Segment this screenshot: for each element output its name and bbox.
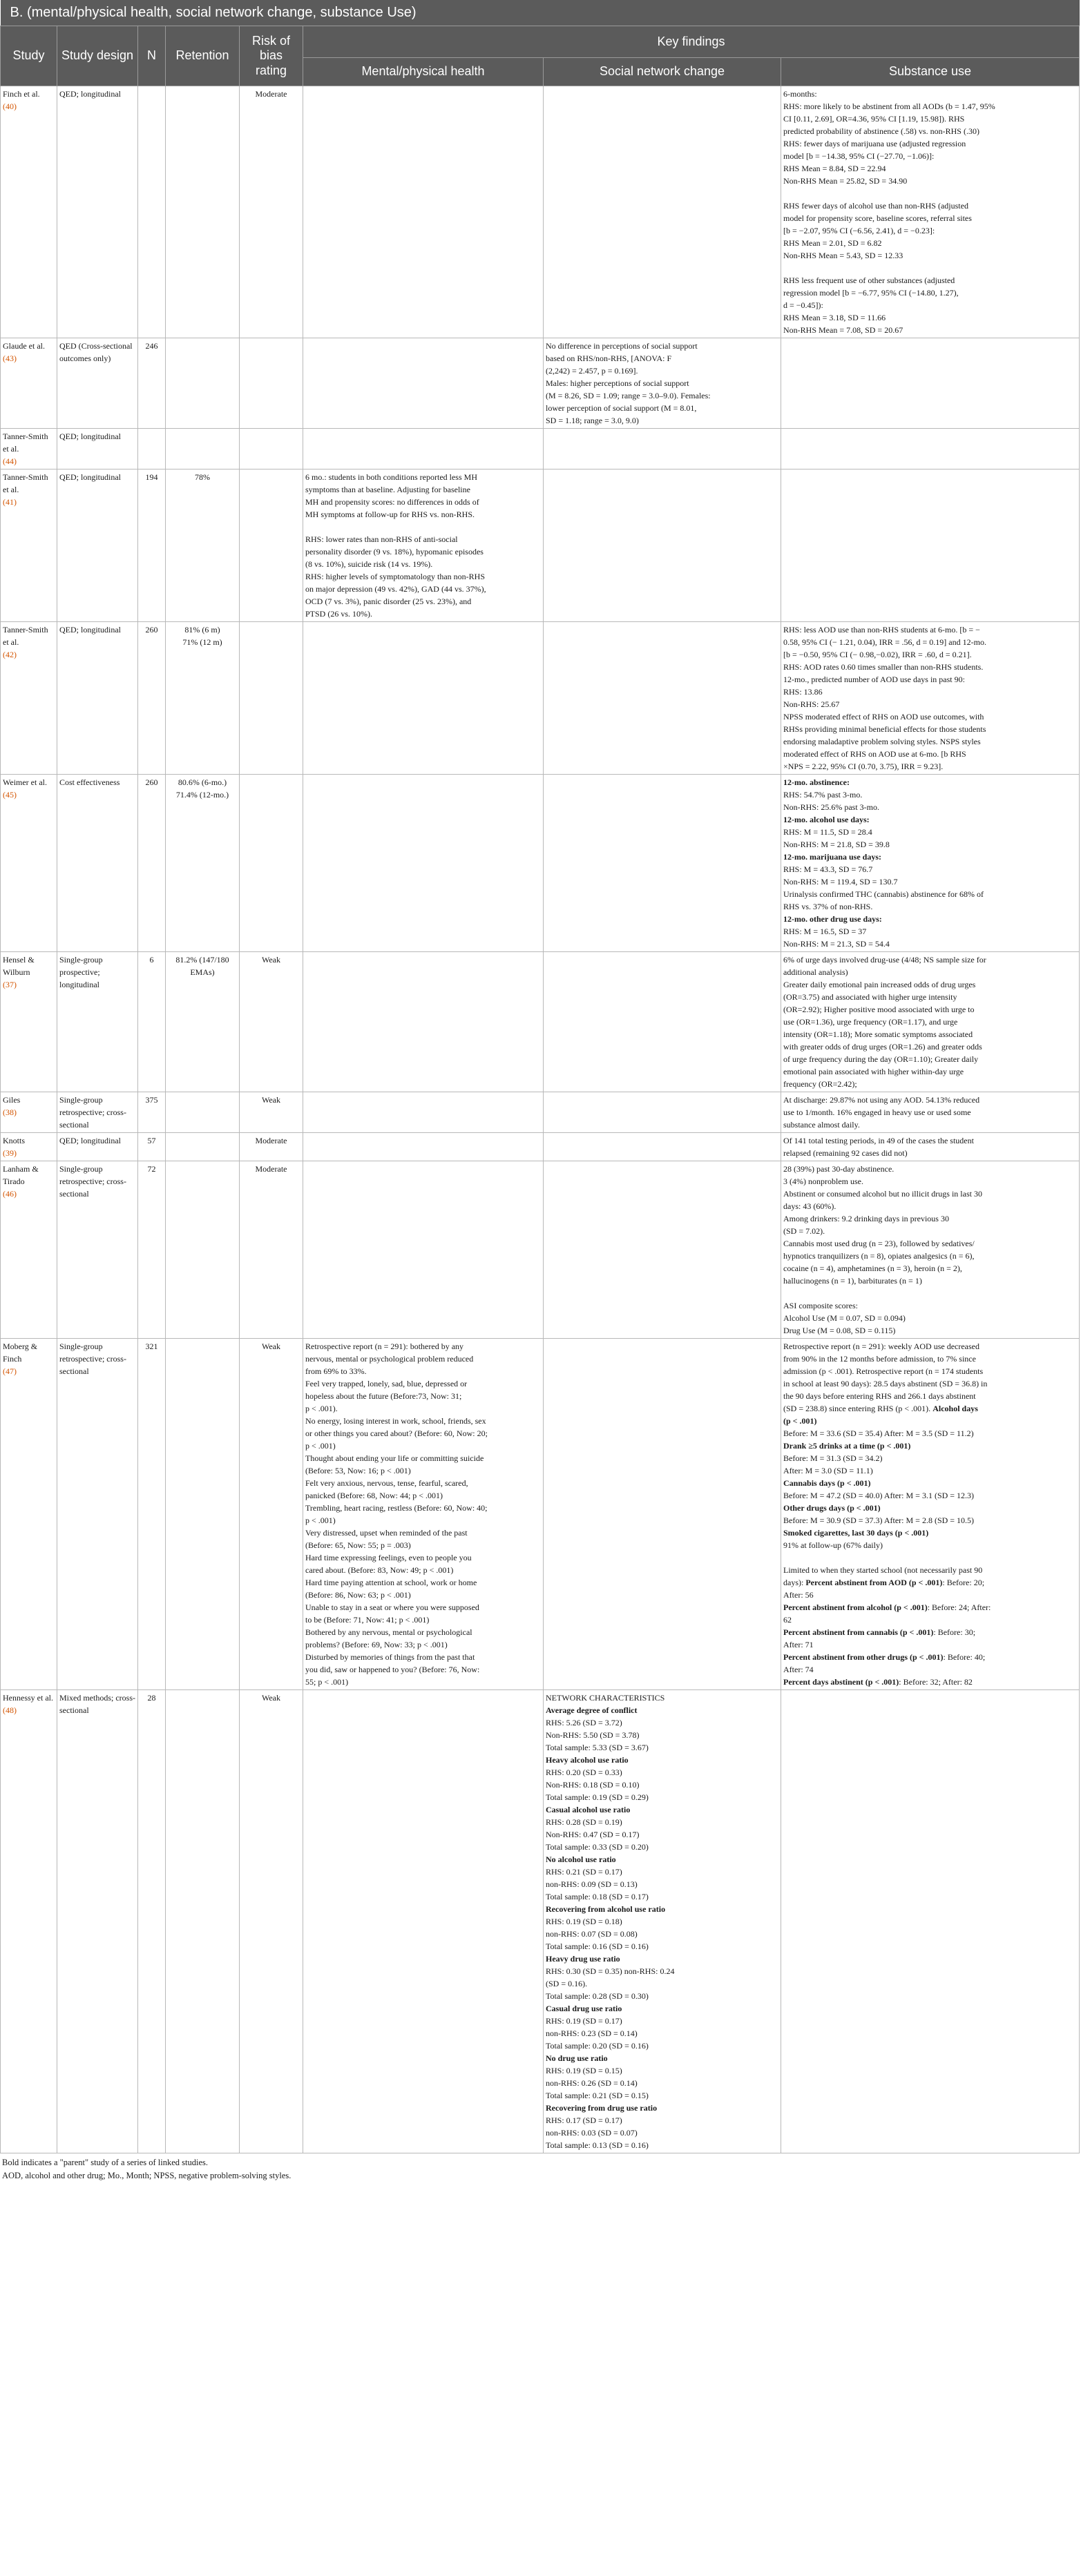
social-network-cell bbox=[544, 429, 781, 469]
study-cell bbox=[1, 1339, 57, 1690]
social-network-cell bbox=[544, 1690, 781, 2153]
table-row bbox=[1, 338, 1080, 429]
finding-heading: Casual alcohol use ratio bbox=[546, 1805, 631, 1814]
design-cell: QED (Cross-sectional outcomes only) bbox=[57, 338, 138, 429]
study-author: Tanner-Smith et al. bbox=[3, 432, 50, 454]
study-author: Hennessy et al. bbox=[3, 1693, 53, 1703]
footnote: AOD, alcohol and other drug; Mo., Month; NPSS, negative problem-solving styles. bbox=[2, 2171, 291, 2181]
mental-health-cell bbox=[303, 1690, 544, 2153]
finding-heading: Recovering from drug use ratio bbox=[546, 2103, 658, 2113]
study-cell bbox=[1, 469, 57, 622]
table-row bbox=[1, 469, 1080, 622]
finding-heading: No drug use ratio bbox=[546, 2053, 608, 2063]
n-cell bbox=[138, 86, 166, 338]
finding-heading: Other drugs days (p < .001) bbox=[783, 1503, 881, 1513]
n-cell: 57 bbox=[138, 1133, 166, 1161]
social-network-cell bbox=[544, 1339, 781, 1690]
risk-cell bbox=[240, 469, 303, 622]
retention-cell bbox=[166, 1339, 240, 1690]
finding-text: : Before: 40; After: 74 bbox=[783, 1652, 986, 1674]
finding-heading: Casual drug use ratio bbox=[546, 2004, 622, 2013]
study-cell bbox=[1, 429, 57, 469]
footnote: Bold indicates a "parent" study of a series of linked studies. bbox=[2, 2158, 208, 2167]
finding-text: 28 (39%) past 30-day abstinence. 3 (4%) nonproblem use. Abstinent or consumed alcohol but no illicit drugs in last 30 days: 43 (60%). Among drinkers: 9.2 drinking days in previous 30 (SD = 7.02). Cannabis most used drug (n = 23), followed by sedatives/ hypnotics tranquilizers (n = 8), opiates analgesics (n = 6), cocaine (n = 4), amphetamines (n = 3), heroin (n = 2), hallucinogens (n = 1), barbiturates (n = 1) ASI composite scores: Alcohol Use (M = 0.07, SD = 0.094) Drug Use (M = 0.08, SD = 0.115) bbox=[783, 1164, 982, 1335]
finding-text: Of 141 total testing periods, in 49 of the cases the student relapsed (remaining 92 cases did not) bbox=[783, 1136, 974, 1158]
n-cell: 321 bbox=[138, 1339, 166, 1690]
finding-text: 91% at follow-up (67% daily) Limited to when they started school (not necessarily past 90 days): bbox=[783, 1540, 983, 1587]
reference-link[interactable]: (46) bbox=[3, 1189, 17, 1199]
design-cell: Single-group retrospective; cross-sectional bbox=[57, 1339, 138, 1690]
table-row bbox=[1, 952, 1080, 1092]
finding-text: RHS: 0.21 (SD = 0.17) non-RHS: 0.09 (SD = 0.13) Total sample: 0.18 (SD = 0.17) bbox=[546, 1867, 649, 1901]
n-cell: 72 bbox=[138, 1161, 166, 1339]
study-cell bbox=[1, 1133, 57, 1161]
table-body bbox=[1, 86, 1080, 2153]
mental-health-cell: Retrospective report (n = 291): bothered by any nervous, mental or psychological problem reduced from 69% to 33%. Feel very trapped, lonely, sad, blue, depressed or hopeless about the future (Before:73, Now: 31; p < .001). No energy, losing interest in work, school, friends, sex or other things you cared about? (Before: 60, Now: 20; p < .001) Thought about ending your life or committing suicide (Before: 53, Now: 16; p < .001) Felt very anxious, nervous, tense, fearful, scared, panicked (Before: 68, Now: 44; p < .001) Trembling, heart racing, restless (Before: 60, Now: 40; p < .001) Very distressed, upset when reminded of the past (Before: 65, Now: 55; p = .003) Hard time expressing feelings, even to people you cared about. (Before: 83, Now: 49; p < .001) Hard time paying attention at school, work or home (Before: 86, Now: 63; p < .001) Unable to stay in a seat or where you were supposed to be (Before: 71, Now: 41; p < .001) Bothered by any nervous, mental or psychological problems? (Before: 69, Now: 33; p < .001) Disturbed by memories of things from the past that you did, saw or happened to you? (Before: 76, Now: 55; p < .001) bbox=[303, 1339, 544, 1690]
substance-use-cell bbox=[781, 1161, 1080, 1339]
design-cell: QED; longitudinal bbox=[57, 1133, 138, 1161]
finding-heading: 12-mo. alcohol use days: bbox=[783, 815, 870, 824]
finding-heading: Heavy drug use ratio bbox=[546, 1954, 620, 1964]
finding-text: RHS: 0.20 (SD = 0.33) Non-RHS: 0.18 (SD = 0.10) Total sample: 0.19 (SD = 0.29) bbox=[546, 1768, 649, 1802]
social-network-cell bbox=[544, 775, 781, 952]
finding-text: NETWORK CHARACTERISTICS bbox=[546, 1693, 665, 1703]
study-cell bbox=[1, 1690, 57, 2153]
social-network-cell bbox=[544, 86, 781, 338]
finding-heading: Average degree of conflict bbox=[546, 1705, 638, 1715]
finding-text: RHS: 54.7% past 3-mo. Non-RHS: 25.6% past 3-mo. bbox=[783, 790, 879, 812]
finding-heading: Drank ≥5 drinks at a time (p < .001) bbox=[783, 1441, 911, 1451]
study-cell bbox=[1, 1092, 57, 1133]
retention-cell: 80.6% (6-mo.) 71.4% (12-mo.) bbox=[166, 775, 240, 952]
study-author: Moberg & Finch bbox=[3, 1342, 40, 1364]
substance-use-cell bbox=[781, 1339, 1080, 1690]
finding-heading: Percent abstinent from other drugs (p < .001) bbox=[783, 1652, 944, 1662]
risk-cell: Moderate bbox=[240, 1133, 303, 1161]
design-cell: QED; longitudinal bbox=[57, 86, 138, 338]
finding-heading: Heavy alcohol use ratio bbox=[546, 1755, 629, 1765]
mental-health-cell bbox=[303, 429, 544, 469]
table-row bbox=[1, 775, 1080, 952]
social-network-cell bbox=[544, 1133, 781, 1161]
finding-heading: Percent days abstinent (p < .001) bbox=[783, 1677, 899, 1687]
design-cell: Mixed methods; cross-sectional bbox=[57, 1690, 138, 2153]
mental-health-cell bbox=[303, 1092, 544, 1133]
header-mental: Mental/physical health bbox=[303, 58, 544, 86]
finding-heading: Percent abstinent from alcohol (p < .001) bbox=[783, 1602, 928, 1612]
risk-cell: Weak bbox=[240, 1690, 303, 2153]
n-cell: 246 bbox=[138, 338, 166, 429]
n-cell: 375 bbox=[138, 1092, 166, 1133]
risk-cell: Weak bbox=[240, 1092, 303, 1133]
n-cell: 28 bbox=[138, 1690, 166, 2153]
retention-cell bbox=[166, 1092, 240, 1133]
header-design: Study design bbox=[57, 26, 138, 86]
substance-use-cell bbox=[781, 429, 1080, 469]
finding-text: RHS: 0.19 (SD = 0.18) non-RHS: 0.07 (SD = 0.08) Total sample: 0.16 (SD = 0.16) bbox=[546, 1917, 649, 1951]
finding-heading: Alcohol days (p < .001) bbox=[783, 1404, 978, 1426]
finding-heading: 12-mo. marijuana use days: bbox=[783, 852, 882, 862]
finding-text: RHS: M = 11.5, SD = 28.4 Non-RHS: M = 21.8, SD = 39.8 bbox=[783, 827, 890, 849]
study-author: Glaude et al. bbox=[3, 341, 45, 351]
social-network-cell bbox=[544, 622, 781, 775]
risk-cell bbox=[240, 775, 303, 952]
study-cell bbox=[1, 775, 57, 952]
social-network-cell: No difference in perceptions of social support based on RHS/non-RHS, [ANOVA: F (2,242) = 2.457, p = 0.169]. Males: higher perceptions of social support (M = 8.26, SD = 1.09; range = 3.0–9.0). Females: lower perception of social support (M = 8.01, SD = 1.18; range = 3.0, 9.0) bbox=[544, 338, 781, 429]
finding-text: RHS: 0.30 (SD = 0.35) non-RHS: 0.24 (SD = 0.16). Total sample: 0.28 (SD = 0.30) bbox=[546, 1966, 675, 2001]
retention-cell bbox=[166, 338, 240, 429]
finding-heading: 12-mo. abstinence: bbox=[783, 777, 850, 787]
table-row bbox=[1, 1339, 1080, 1690]
design-cell: Single-group retrospective; cross-sectional bbox=[57, 1092, 138, 1133]
finding-text: Before: M = 30.9 (SD = 37.3) After: M = 2.8 (SD = 10.5) bbox=[783, 1515, 975, 1525]
finding-text: Before: M = 31.3 (SD = 34.2) After: M = 3.0 (SD = 11.1) bbox=[783, 1453, 883, 1475]
retention-cell: 81% (6 m) 71% (12 m) bbox=[166, 622, 240, 775]
retention-cell bbox=[166, 1133, 240, 1161]
risk-cell bbox=[240, 429, 303, 469]
mental-health-cell bbox=[303, 952, 544, 1092]
table-row bbox=[1, 1092, 1080, 1133]
finding-text: : Before: 30; After: 71 bbox=[783, 1627, 976, 1649]
reference-link[interactable]: (37) bbox=[3, 980, 17, 989]
table-row bbox=[1, 1690, 1080, 2153]
finding-text: RHS: less AOD use than non-RHS students at 6-mo. [b = − 0.58, 95% CI (− 1.21, 0.04), IRR = .56, d = 0.19] and 12-mo. [b = −0.50, 95% CI (− 0.98,−0.02), IRR = .60, d = 0.21]. RHS: AOD rates 0.60 times smaller than non-RHS students. 12-mo., predicted number of AOD use days in past 90: RHS: 13.86 Non-RHS: 25.67 NPSS moderated effect of RHS on AOD use outcomes, with RHSs providing minimal beneficial effects for those students endorsing maladaptive problem solving styles. NSPS styles moderated effect of RHS on AOD use at 6-mo. [b RHS ×NPS = 2.22, 95% CI (0.70, 3.75), IRR = 9.23]. bbox=[783, 625, 986, 771]
finding-text: RHS: M = 43.3, SD = 76.7 Non-RHS: M = 119.4, SD = 130.7 Urinalysis confirmed THC (cannabis) abstinence for 68% of RHS vs. 37% of non-RHS. bbox=[783, 864, 984, 911]
study-author: Knotts bbox=[3, 1136, 26, 1145]
finding-text: RHS: 5.26 (SD = 3.72) Non-RHS: 5.50 (SD = 3.78) Total sample: 5.33 (SD = 3.67) bbox=[546, 1718, 649, 1752]
substance-use-cell bbox=[781, 86, 1080, 338]
header-risk: Risk of bias rating bbox=[240, 26, 303, 86]
finding-heading: Cannabis days (p < .001) bbox=[783, 1478, 871, 1488]
design-cell: QED; longitudinal bbox=[57, 429, 138, 469]
study-author: Giles bbox=[3, 1095, 21, 1105]
mental-health-cell bbox=[303, 775, 544, 952]
finding-text: RHS: 0.28 (SD = 0.19) Non-RHS: 0.47 (SD = 0.17) Total sample: 0.33 (SD = 0.20) bbox=[546, 1817, 649, 1852]
finding-text: RHS: 0.19 (SD = 0.17) non-RHS: 0.23 (SD = 0.14) Total sample: 0.20 (SD = 0.16) bbox=[546, 2016, 649, 2051]
reference-link[interactable]: (41) bbox=[3, 497, 17, 507]
reference-link[interactable]: (38) bbox=[3, 1107, 17, 1117]
study-cell bbox=[1, 86, 57, 338]
study-author: Hensel & Wilburn bbox=[3, 955, 37, 977]
study-author: Lanham & Tirado bbox=[3, 1164, 41, 1186]
finding-text: Before: M = 47.2 (SD = 40.0) After: M = 3.1 (SD = 12.3) bbox=[783, 1491, 975, 1500]
risk-cell: Weak bbox=[240, 952, 303, 1092]
section-title: B. (mental/physical health, social network change, substance Use) bbox=[1, 0, 1080, 26]
finding-text: 6% of urge days involved drug-use (4/48; NS sample size for additional analysis) Greater daily emotional pain increased odds of drug urges (OR=3.75) and associated with higher urge intensity (OR=2.92); Higher positive mood associated with urge to use (OR=1.36), urge frequency (OR=1.17), and urge intensity (OR=1.18); More somatic symptoms associated with greater odds of drug urges (OR=1.26) and greater odds of urge frequency during the day (OR=1.10); Greater daily emotional pain associated with higher within-day urge frequency (OR=2.42); bbox=[783, 955, 986, 1089]
risk-cell bbox=[240, 622, 303, 775]
n-cell: 194 bbox=[138, 469, 166, 622]
social-network-cell bbox=[544, 469, 781, 622]
finding-heading: Recovering from alcohol use ratio bbox=[546, 1904, 666, 1914]
retention-cell bbox=[166, 1690, 240, 2153]
design-cell: Single-group retrospective; cross-sectional bbox=[57, 1161, 138, 1339]
substance-use-cell bbox=[781, 1133, 1080, 1161]
table-row bbox=[1, 429, 1080, 469]
finding-text: RHS: 0.17 (SD = 0.17) non-RHS: 0.03 (SD = 0.07) Total sample: 0.13 (SD = 0.16) bbox=[546, 2115, 649, 2150]
substance-use-cell bbox=[781, 338, 1080, 429]
retention-cell: 81.2% (147/180 EMAs) bbox=[166, 952, 240, 1092]
mental-health-cell bbox=[303, 622, 544, 775]
retention-cell: 78% bbox=[166, 469, 240, 622]
table-row bbox=[1, 622, 1080, 775]
reference-link[interactable]: (39) bbox=[3, 1148, 17, 1158]
design-cell: Cost effectiveness bbox=[57, 775, 138, 952]
social-network-cell bbox=[544, 1092, 781, 1133]
finding-text: Retrospective report (n = 291): weekly AOD use decreased from 90% in the 12 months before admission, to 7% since admission (p < .001). Retrospective report (n = 174 students in school at least 90 days): 28.5 days abstinent (SD = 36.8) in the 90 days before entering RHS and 266.1 days abstinent (SD = 238.8) since entering RHS (p < .001). bbox=[783, 1342, 988, 1413]
study-cell bbox=[1, 338, 57, 429]
substance-use-cell bbox=[781, 469, 1080, 622]
study-author: Finch et al. bbox=[3, 89, 40, 99]
header-retention: Retention bbox=[166, 26, 240, 86]
substance-use-cell bbox=[781, 1092, 1080, 1133]
study-cell bbox=[1, 1161, 57, 1339]
risk-cell bbox=[240, 338, 303, 429]
reference-link[interactable]: (43) bbox=[3, 354, 17, 363]
finding-text: : Before: 32; After: 82 bbox=[899, 1677, 973, 1687]
table-row bbox=[1, 86, 1080, 338]
footnotes bbox=[2, 2156, 1079, 2183]
mental-health-cell: 6 mo.: students in both conditions reported less MH symptoms than at baseline. Adjusting for baseline MH and propensity scores: no differences in odds of MH symptoms at follow-up for RHS vs. non-RHS. RHS: lower rates than non-RHS of anti-social personality disorder (9 vs. 18%), hypomanic episodes (8 vs. 10%), suicide risk (14 vs. 19%). RHS: higher levels of symptomatology than non-RHS on major depression (49 vs. 42%), GAD (44 vs. 37%), OCD (7 vs. 3%), panic disorder (25 vs. 23%), and PTSD (26 vs. 10%). bbox=[303, 469, 544, 622]
substance-use-cell bbox=[781, 952, 1080, 1092]
n-cell: 260 bbox=[138, 622, 166, 775]
retention-cell bbox=[166, 429, 240, 469]
substance-use-cell bbox=[781, 775, 1080, 952]
finding-text: : Before: 24; After: 62 bbox=[783, 1602, 991, 1625]
header-key-findings: Key findings bbox=[303, 26, 1080, 58]
reference-link[interactable]: (47) bbox=[3, 1366, 17, 1376]
table-row bbox=[1, 1133, 1080, 1161]
design-cell: QED; longitudinal bbox=[57, 469, 138, 622]
finding-text: RHS: 0.19 (SD = 0.15) non-RHS: 0.26 (SD = 0.14) Total sample: 0.21 (SD = 0.15) bbox=[546, 2066, 649, 2100]
finding-text: 6-months: RHS: more likely to be abstinent from all AODs (b = 1.47, 95% CI [0.11, 2.69], OR=4.36, 95% CI [1.19, 15.98]). RHS predicted probability of abstinence (.58) vs. non-RHS (.30) RHS: fewer days of marijuana use (adjusted regression model [b = −14.38, 95% CI (−27.70, −1.06)]: RHS Mean = 8.84, SD = 22.94 Non-RHS Mean = 25.82, SD = 34.90 RHS fewer days of alcohol use than non-RHS (adjusted model for propensity score, baseline scores, referral sites [b = −2.07, 95% CI (−6.56, 2.41), d = −0.23]: RHS Mean = 2.01, SD = 6.82 Non-RHS Mean = 5.43, SD = 12.33 RHS less frequent use of other substances (adjusted regression model [b = −6.77, 95% CI (−14.80, 1.27), d = −0.45]): RHS Mean = 3.18, SD = 11.66 Non-RHS Mean = 7.08, SD = 20.67 bbox=[783, 89, 995, 335]
study-author: Weimer et al. bbox=[3, 777, 48, 787]
header-substance: Substance use bbox=[781, 58, 1080, 86]
social-network-cell bbox=[544, 1161, 781, 1339]
reference-link[interactable]: (40) bbox=[3, 101, 17, 111]
header-n: N bbox=[138, 26, 166, 86]
reference-link[interactable]: (42) bbox=[3, 650, 17, 659]
n-cell bbox=[138, 429, 166, 469]
design-cell: QED; longitudinal bbox=[57, 622, 138, 775]
header-study: Study bbox=[1, 26, 57, 86]
finding-heading: Percent abstinent from cannabis (p < .001) bbox=[783, 1627, 934, 1637]
study-cell bbox=[1, 952, 57, 1092]
social-network-cell bbox=[544, 952, 781, 1092]
retention-cell bbox=[166, 86, 240, 338]
n-cell: 260 bbox=[138, 775, 166, 952]
finding-text: At discharge: 29.87% not using any AOD. 54.13% reduced use to 1/month. 16% engaged in heavy use or used some substance almost daily. bbox=[783, 1095, 980, 1130]
study-author: Tanner-Smith et al. bbox=[3, 625, 50, 647]
finding-text: : Before: 20; After: 56 bbox=[783, 1578, 985, 1600]
retention-cell bbox=[166, 1161, 240, 1339]
substance-use-cell bbox=[781, 622, 1080, 775]
finding-heading: Percent abstinent from AOD (p < .001) bbox=[805, 1578, 943, 1587]
mental-health-cell bbox=[303, 338, 544, 429]
n-cell: 6 bbox=[138, 952, 166, 1092]
mental-health-cell bbox=[303, 86, 544, 338]
substance-use-cell bbox=[781, 1690, 1080, 2153]
reference-link[interactable]: (48) bbox=[3, 1705, 17, 1715]
table-row bbox=[1, 1161, 1080, 1339]
risk-cell: Weak bbox=[240, 1339, 303, 1690]
finding-heading: No alcohol use ratio bbox=[546, 1854, 616, 1864]
study-author: Tanner-Smith et al. bbox=[3, 472, 50, 494]
design-cell: Single-group prospective; longitudinal bbox=[57, 952, 138, 1092]
finding-heading: 12-mo. other drug use days: bbox=[783, 914, 882, 924]
risk-cell: Moderate bbox=[240, 1161, 303, 1339]
reference-link[interactable]: (45) bbox=[3, 790, 17, 800]
mental-health-cell bbox=[303, 1133, 544, 1161]
finding-text: RHS: M = 16.5, SD = 37 Non-RHS: M = 21.3, SD = 54.4 bbox=[783, 927, 890, 949]
finding-text: Before: M = 33.6 (SD = 35.4) After: M = 3.5 (SD = 11.2) bbox=[783, 1429, 974, 1438]
reference-link[interactable]: (44) bbox=[3, 456, 17, 466]
finding-heading: Smoked cigarettes, last 30 days (p < .001) bbox=[783, 1528, 929, 1538]
header-social: Social network change bbox=[544, 58, 781, 86]
risk-cell: Moderate bbox=[240, 86, 303, 338]
study-cell bbox=[1, 622, 57, 775]
mental-health-cell bbox=[303, 1161, 544, 1339]
